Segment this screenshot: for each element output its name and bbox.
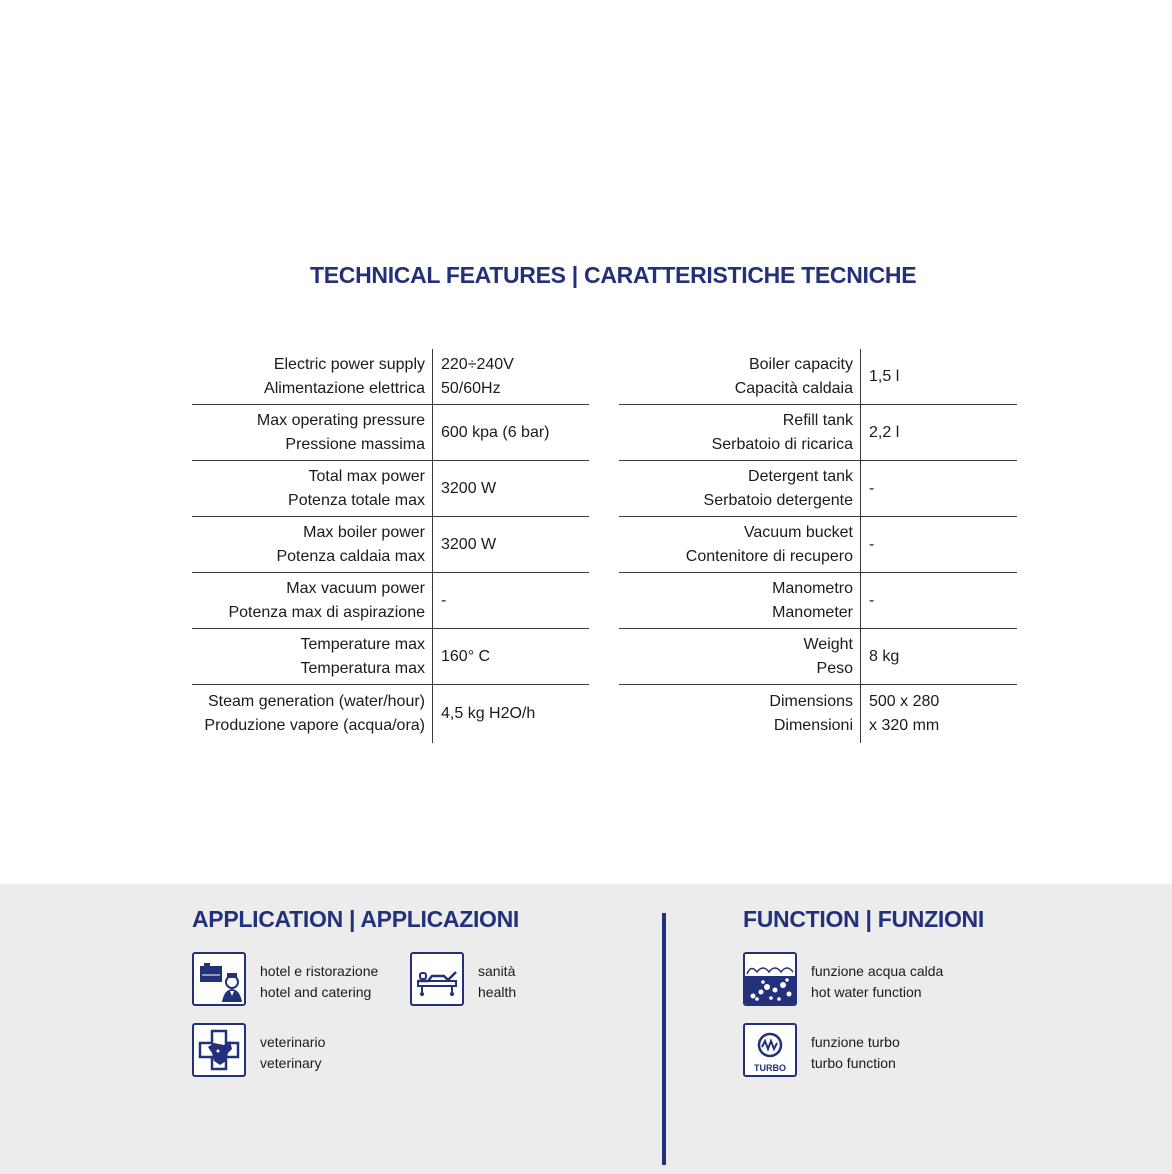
spec-row (619, 349, 1017, 405)
spec-row (619, 685, 1017, 743)
spec-label (192, 629, 433, 684)
spec-row (192, 405, 589, 461)
spec-label-en: Detergent tank (748, 467, 853, 485)
spec-label-it: Potenza caldaia max (276, 547, 425, 565)
footer-panel (0, 884, 1172, 1174)
spec-label-en: Boiler capacity (748, 355, 853, 373)
function-item-hot-water (743, 952, 943, 1006)
application-item-text (478, 961, 516, 1003)
function-item-line1: funzione turbo (811, 1034, 900, 1050)
spec-value-line1: 2,2 l (869, 423, 900, 441)
spec-label-en: Max operating pressure (256, 411, 425, 429)
spec-value (861, 573, 874, 628)
spec-value (861, 405, 899, 460)
spec-table-right (619, 349, 1017, 743)
spec-value (433, 461, 496, 516)
spec-value-line1: 500 x 280 (869, 693, 940, 710)
turbo-icon (743, 1023, 797, 1077)
spec-label (192, 573, 433, 628)
spec-label (192, 349, 433, 404)
hospital-bed-icon (410, 952, 464, 1006)
spec-label-it: Dimensioni (773, 717, 853, 734)
spec-value (861, 349, 899, 404)
spec-label-en: Steam generation (water/hour) (208, 693, 425, 710)
application-item-line2: veterinary (260, 1055, 322, 1071)
spec-value (861, 685, 939, 743)
spec-row (619, 629, 1017, 685)
spec-value-line2: 50/60Hz (441, 379, 501, 397)
spec-value (861, 517, 874, 572)
spec-value-line1: 220÷240V (441, 355, 514, 373)
spec-label (192, 685, 433, 743)
spec-row (192, 517, 589, 573)
function-item-line1: funzione acqua calda (811, 963, 944, 979)
spec-label-en: Electric power supply (273, 355, 425, 373)
spec-label-en: Max boiler power (303, 523, 425, 541)
spec-value-line1: 1,5 l (869, 367, 900, 385)
spec-value-line1: 600 kpa (6 bar) (441, 423, 550, 441)
spec-value (433, 685, 535, 743)
function-item-text (811, 1032, 900, 1074)
spec-value (433, 573, 446, 628)
spec-value-line1: - (869, 591, 875, 609)
spec-value-line1: 4,5 kg H2O/h (441, 705, 536, 722)
spec-value-line1: 8 kg (869, 647, 900, 665)
function-item-turbo (743, 1023, 900, 1077)
spec-label-en: Temperature max (300, 635, 425, 653)
spec-label-it: Capacità caldaia (734, 379, 853, 397)
spec-table-left (192, 349, 589, 743)
spec-label-it: Serbatoio di ricarica (711, 435, 853, 453)
function-item-line2: turbo function (811, 1055, 896, 1071)
application-item-line1: sanità (478, 963, 516, 979)
spec-label-it: Potenza totale max (288, 491, 425, 509)
application-item-line2: health (478, 984, 517, 1000)
spec-label-it: Serbatoio detergente (703, 491, 853, 509)
spec-value (861, 461, 874, 516)
spec-value-line1: - (869, 535, 875, 553)
spec-label-en: Vacuum bucket (743, 523, 853, 541)
application-item-text (260, 1032, 325, 1074)
spec-label-en: Dimensions (769, 693, 853, 710)
function-item-line2: hot water function (811, 984, 922, 1000)
spec-value-line1: - (869, 479, 875, 497)
spec-label-en: Weight (803, 635, 853, 653)
spec-label (192, 517, 433, 572)
function-title: FUNCTION | FUNZIONI (743, 906, 984, 932)
application-item-line2: hotel and catering (260, 984, 372, 1000)
spec-label (619, 629, 861, 684)
spec-label-en: Refill tank (782, 411, 853, 429)
application-item-hotel (192, 952, 378, 1006)
spec-value (861, 629, 899, 684)
spec-value (433, 629, 490, 684)
spec-label-it: Temperatura max (300, 659, 425, 677)
spec-label (192, 405, 433, 460)
spec-label-en: Manometro (772, 579, 853, 597)
spec-row (192, 685, 589, 743)
spec-label-en: Total max power (308, 467, 425, 485)
spec-row (619, 405, 1017, 461)
spec-value (433, 405, 550, 460)
spec-label-it: Pressione massima (285, 435, 425, 453)
spec-label-it: Peso (816, 659, 853, 677)
spec-value-line1: 160° C (441, 647, 491, 665)
spec-label (619, 461, 861, 516)
spec-label-it: Manometer (772, 603, 853, 621)
application-item-veterinary (192, 1023, 325, 1077)
spec-label (619, 405, 861, 460)
application-item-line1: hotel e ristorazione (260, 963, 379, 979)
function-item-text (811, 961, 943, 1003)
spec-label (619, 573, 861, 628)
spec-label-it: Contenitore di recupero (685, 547, 853, 565)
spec-row (619, 573, 1017, 629)
spec-label (619, 349, 861, 404)
spec-row (192, 573, 589, 629)
hot-water-icon (743, 952, 797, 1006)
spec-value (433, 517, 496, 572)
turbo-icon-label: TURBO (754, 1063, 786, 1073)
spec-label (619, 517, 861, 572)
spec-value-line1: 3200 W (441, 535, 497, 553)
spec-value-line1: 3200 W (441, 479, 497, 497)
section-divider (662, 913, 666, 1165)
application-title: APPLICATION | APPLICAZIONI (192, 906, 520, 932)
spec-label-it: Potenza max di aspirazione (228, 603, 425, 621)
spec-label-en: Max vacuum power (286, 579, 425, 597)
application-item-text (260, 961, 378, 1003)
spec-row (619, 461, 1017, 517)
spec-label (192, 461, 433, 516)
spec-row (192, 461, 589, 517)
spec-row (192, 629, 589, 685)
spec-label-it: Produzione vapore (acqua/ora) (204, 717, 425, 734)
spec-label-it: Alimentazione elettrica (264, 379, 425, 397)
spec-label (619, 685, 861, 743)
spec-row (192, 349, 589, 405)
spec-value (433, 349, 514, 404)
page-title: TECHNICAL FEATURES | CARATTERISTICHE TECNICHE (310, 262, 917, 288)
spec-value-line1: - (441, 591, 447, 609)
application-item-line1: veterinario (260, 1034, 326, 1050)
application-item-health (410, 952, 516, 1006)
hotel-catering-icon (192, 952, 246, 1006)
spec-row (619, 517, 1017, 573)
veterinary-icon (192, 1023, 246, 1077)
spec-value-line2: x 320 mm (869, 717, 940, 734)
